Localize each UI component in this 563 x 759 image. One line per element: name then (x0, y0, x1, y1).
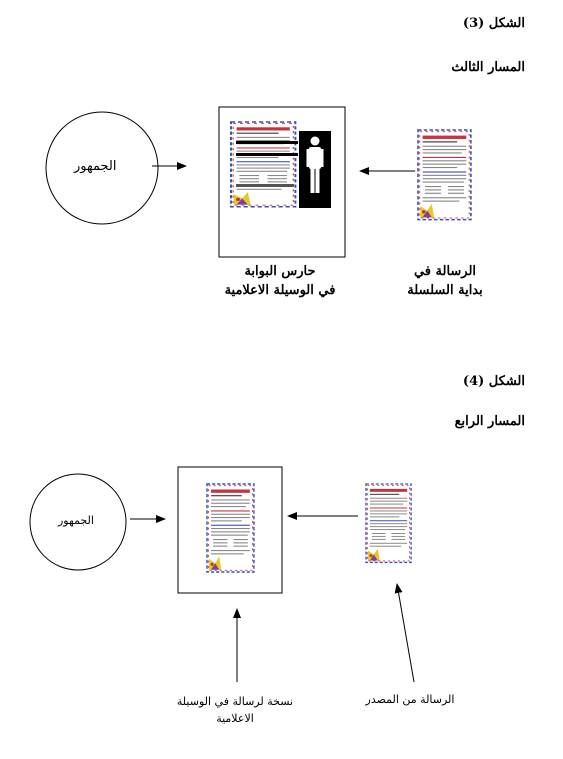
figure4-title: الشكل (4) (462, 374, 525, 389)
audience-label: الجمهور (74, 159, 117, 174)
doc-bar (236, 184, 294, 187)
gatekeeper-label (205, 262, 355, 300)
message-label (395, 262, 495, 300)
media-copy-document (207, 484, 254, 572)
source-message-label: الرسالة من المصدر (365, 693, 455, 706)
source-document (366, 484, 411, 562)
figure3-path-title: المسار الثالث (451, 60, 525, 75)
audience-label-2: الجمهور (58, 514, 94, 527)
arrow-source-label (397, 584, 414, 682)
gatekeeper-document (231, 122, 295, 207)
gatekeeper-label-line1: حارس البوابة (244, 264, 316, 279)
doc-bar (236, 153, 298, 156)
message-label-line1: الرسالة في (413, 264, 477, 279)
gatekeeper-label-line2: في الوسيلة الاعلامية (224, 283, 336, 298)
media-copy-label (160, 693, 310, 727)
message-document (418, 130, 471, 220)
message-label-line2: بداية السلسلة (407, 283, 483, 298)
media-copy-label-line2: الاعلامية (216, 712, 254, 725)
media-copy-label-line1: نسخة لرسالة في الوسيلة (176, 695, 294, 708)
figure4-path-title: المسار الرابع (454, 414, 525, 429)
doc-bar (236, 141, 298, 144)
figure3-title: الشكل (3) (462, 16, 525, 31)
